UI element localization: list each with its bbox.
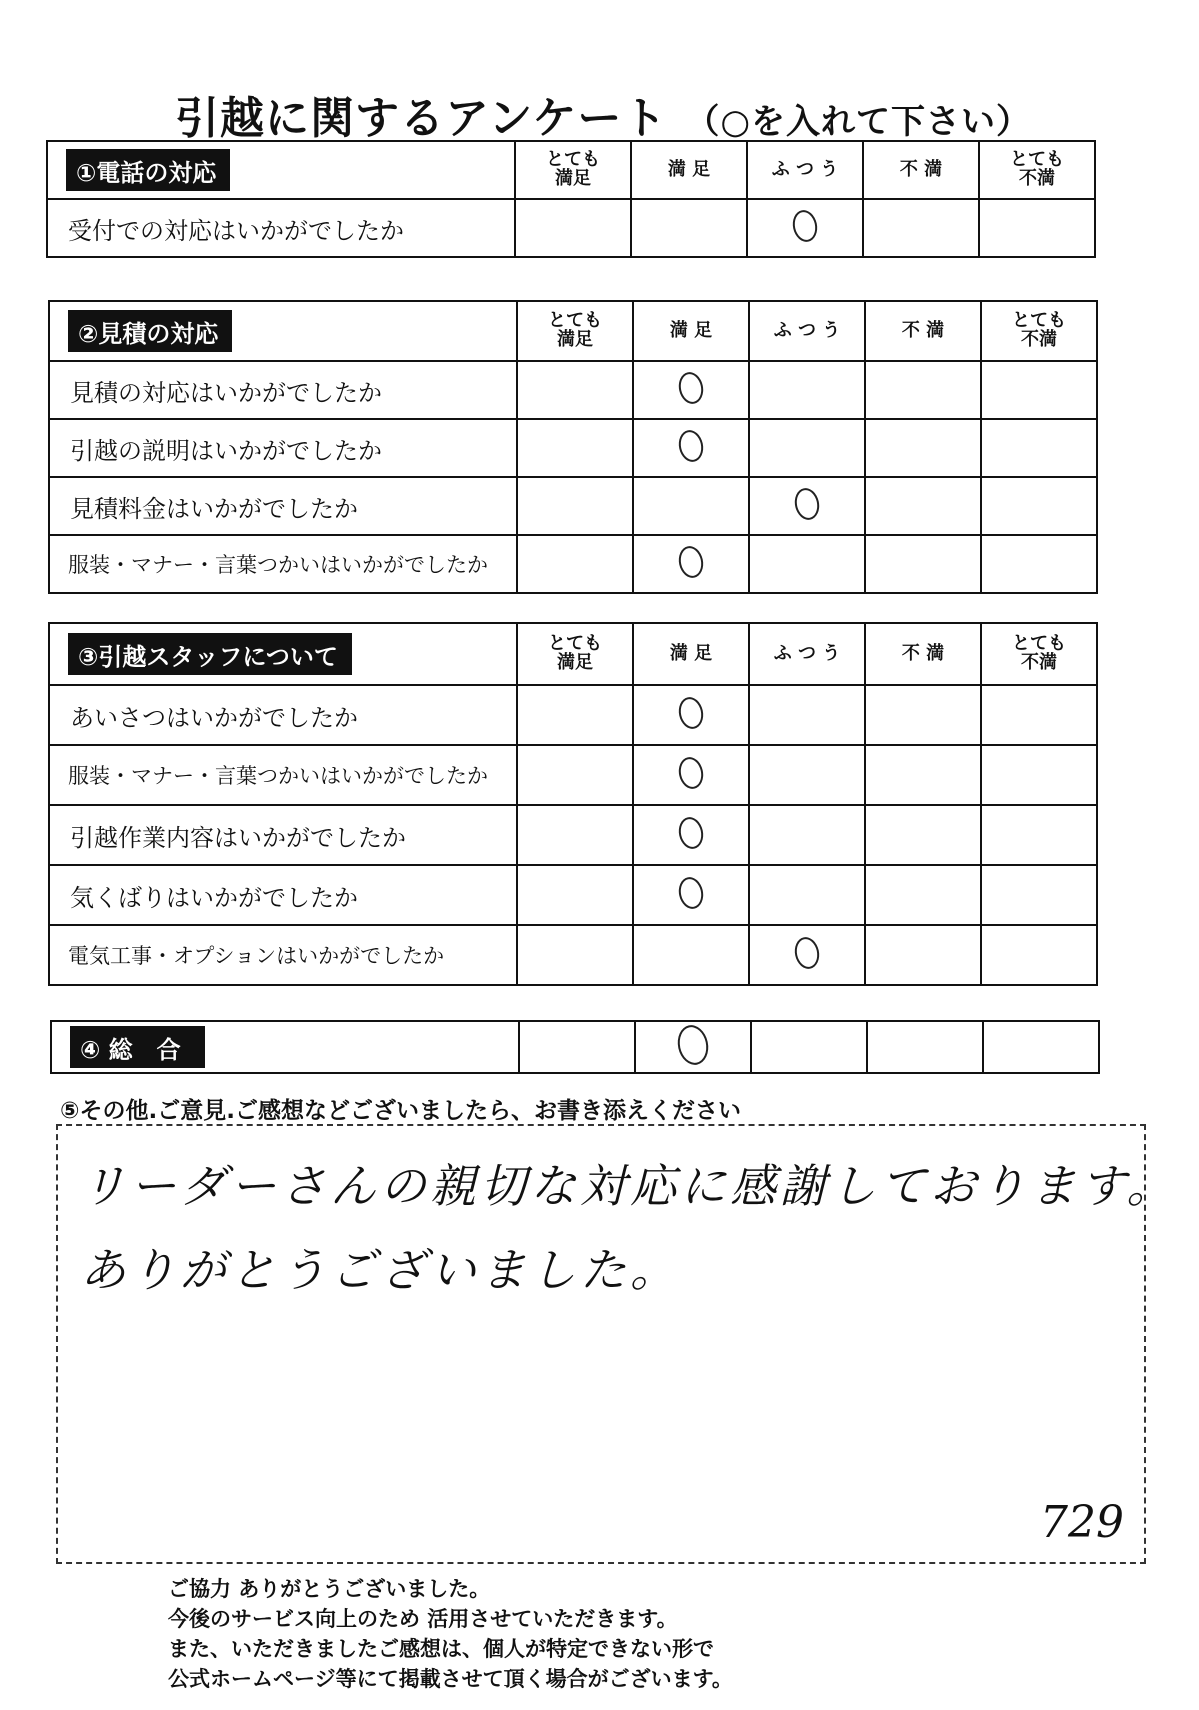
rating-cell[interactable]: [631, 199, 747, 257]
question-row: [49, 745, 1097, 805]
rating-cell[interactable]: [633, 535, 749, 593]
rating-column-header: 不 満: [865, 623, 981, 685]
rating-cell[interactable]: [747, 199, 863, 257]
handwritten-number: 729: [1040, 1497, 1124, 1548]
question-row: [49, 535, 1097, 593]
question-row: [49, 419, 1097, 477]
question-text: 見積料金はいかがでしたか: [49, 477, 517, 535]
question-row: [49, 925, 1097, 985]
rating-cell[interactable]: [865, 685, 981, 745]
question-row: [49, 361, 1097, 419]
rating-column-header: とても 満足: [517, 623, 633, 685]
rating-cell[interactable]: [633, 477, 749, 535]
footer-line: ご協力 ありがとうございました。: [168, 1577, 491, 1601]
rating-column-header: 不 満: [865, 301, 981, 361]
circle-mark-icon: [674, 1022, 712, 1067]
survey-table-overall: [50, 1020, 1100, 1074]
rating-cell[interactable]: [749, 477, 865, 535]
section-header: [49, 623, 517, 685]
circle-mark-icon: [676, 875, 706, 911]
circle-mark-icon: [676, 695, 706, 731]
rating-cell[interactable]: [981, 805, 1097, 865]
rating-column-header: ふ つ う: [749, 301, 865, 361]
rating-cell[interactable]: [865, 745, 981, 805]
rating-cell[interactable]: [515, 199, 631, 257]
rating-cell[interactable]: [633, 419, 749, 477]
header-row: [47, 141, 1095, 199]
comment-line-1: リーダーさんの親切な対応に感謝しております。: [80, 1159, 1177, 1213]
rating-column-header: とても 不満: [979, 141, 1095, 199]
rating-cell[interactable]: [865, 477, 981, 535]
footer-line: また、いただきましたご感想は、個人が特定できない形で: [168, 1637, 714, 1661]
section-header: [51, 1021, 519, 1073]
circle-mark-icon: [792, 935, 822, 971]
question-text: あいさつはいかがでしたか: [49, 685, 517, 745]
rating-cell[interactable]: [981, 685, 1097, 745]
question-row: [49, 805, 1097, 865]
rating-cell[interactable]: [517, 745, 633, 805]
section-header: [47, 141, 515, 199]
rating-column-header: とても 不満: [981, 301, 1097, 361]
question-text: 受付での対応はいかがでしたか: [47, 199, 515, 257]
rating-cell[interactable]: [863, 199, 979, 257]
rating-cell[interactable]: [517, 419, 633, 477]
circle-mark-icon: [676, 755, 706, 791]
question-text: 見積の対応はいかがでしたか: [49, 361, 517, 419]
section-label: ③引越スタッフについて: [68, 633, 352, 675]
rating-cell[interactable]: [981, 535, 1097, 593]
section-header: [49, 301, 517, 361]
rating-cell[interactable]: [633, 925, 749, 985]
rating-column-header: とても 満足: [517, 301, 633, 361]
rating-column-header: 満 足: [633, 623, 749, 685]
rating-cell[interactable]: [749, 805, 865, 865]
rating-cell[interactable]: [867, 1021, 983, 1073]
question-row: [49, 865, 1097, 925]
section-label: ①電話の対応: [66, 149, 230, 191]
rating-cell[interactable]: [749, 419, 865, 477]
rating-column-header: 不 満: [863, 141, 979, 199]
header-row: [49, 623, 1097, 685]
rating-cell[interactable]: [517, 361, 633, 419]
rating-cell[interactable]: [633, 685, 749, 745]
question-row: [49, 685, 1097, 745]
rating-column-header: とても 不満: [981, 623, 1097, 685]
rating-cell[interactable]: [865, 361, 981, 419]
rating-cell[interactable]: [865, 419, 981, 477]
rating-cell[interactable]: [635, 1021, 751, 1073]
survey-table-section-2: [48, 300, 1098, 594]
rating-cell[interactable]: [749, 361, 865, 419]
overall-row: [51, 1021, 1099, 1073]
question-text: 服装・マナー・言葉つかいはいかがでしたか: [49, 535, 517, 593]
rating-column-header: ふ つ う: [749, 623, 865, 685]
rating-cell[interactable]: [517, 535, 633, 593]
rating-cell[interactable]: [633, 361, 749, 419]
rating-cell[interactable]: [865, 865, 981, 925]
rating-cell[interactable]: [517, 685, 633, 745]
circle-mark-icon: [676, 428, 706, 464]
question-text: 気くばりはいかがでしたか: [49, 865, 517, 925]
rating-cell[interactable]: [517, 477, 633, 535]
rating-cell[interactable]: [979, 199, 1095, 257]
rating-cell[interactable]: [865, 535, 981, 593]
footer-line: 今後のサービス向上のため 活用させていただきます。: [168, 1607, 678, 1631]
rating-cell[interactable]: [749, 685, 865, 745]
circle-mark-icon: [792, 486, 822, 522]
rating-cell[interactable]: [981, 925, 1097, 985]
overall-label: ④ 総 合: [70, 1026, 205, 1068]
rating-cell[interactable]: [865, 925, 981, 985]
question-row: [49, 477, 1097, 535]
section-label: ②見積の対応: [68, 310, 232, 352]
question-text: 服装・マナー・言葉つかいはいかがでしたか: [49, 745, 517, 805]
circle-mark-icon: [676, 815, 706, 851]
rating-cell[interactable]: [865, 805, 981, 865]
rating-column-header: とても 満足: [515, 141, 631, 199]
survey-table-section-3: [48, 622, 1098, 986]
rating-cell[interactable]: [981, 865, 1097, 925]
circle-mark-icon: [676, 370, 706, 406]
rating-cell[interactable]: [633, 805, 749, 865]
comment-box[interactable]: [56, 1124, 1177, 1564]
rating-cell[interactable]: [983, 1021, 1099, 1073]
rating-column-header: 満 足: [631, 141, 747, 199]
rating-cell[interactable]: [749, 925, 865, 985]
section5-label: ⑤その他.ご意見.ご感想などございましたら、お書き添えください: [60, 1098, 741, 1124]
rating-cell[interactable]: [981, 419, 1097, 477]
rating-cell[interactable]: [749, 745, 865, 805]
rating-cell[interactable]: [517, 865, 633, 925]
title-instruction: （○を入れて下さい）: [685, 102, 1032, 142]
rating-cell[interactable]: [981, 361, 1097, 419]
rating-cell[interactable]: [519, 1021, 635, 1073]
question-text: 引越作業内容はいかがでしたか: [49, 805, 517, 865]
rating-cell[interactable]: [749, 865, 865, 925]
comment-line-2: ありがとうございました。: [80, 1243, 680, 1297]
header-row: [49, 301, 1097, 361]
survey-title: [175, 82, 1075, 146]
circle-mark-icon: [790, 208, 820, 244]
title-main: 引越に関するアンケート: [175, 93, 668, 144]
rating-column-header: 満 足: [633, 301, 749, 361]
footer-note: [168, 1574, 733, 1694]
rating-column-header: ふ つ う: [747, 141, 863, 199]
rating-cell[interactable]: [517, 925, 633, 985]
footer-line: 公式ホームページ等にて掲載させて頂く場合がございます。: [168, 1667, 733, 1691]
rating-cell[interactable]: [749, 535, 865, 593]
question-text: 引越の説明はいかがでしたか: [49, 419, 517, 477]
question-row: [47, 199, 1095, 257]
rating-cell[interactable]: [517, 805, 633, 865]
question-text: 電気工事・オプションはいかがでしたか: [49, 925, 517, 985]
rating-cell[interactable]: [751, 1021, 867, 1073]
rating-cell[interactable]: [633, 745, 749, 805]
circle-mark-icon: [676, 544, 706, 580]
rating-cell[interactable]: [633, 865, 749, 925]
rating-cell[interactable]: [981, 477, 1097, 535]
rating-cell[interactable]: [981, 745, 1097, 805]
survey-table-section-1: [46, 140, 1096, 258]
